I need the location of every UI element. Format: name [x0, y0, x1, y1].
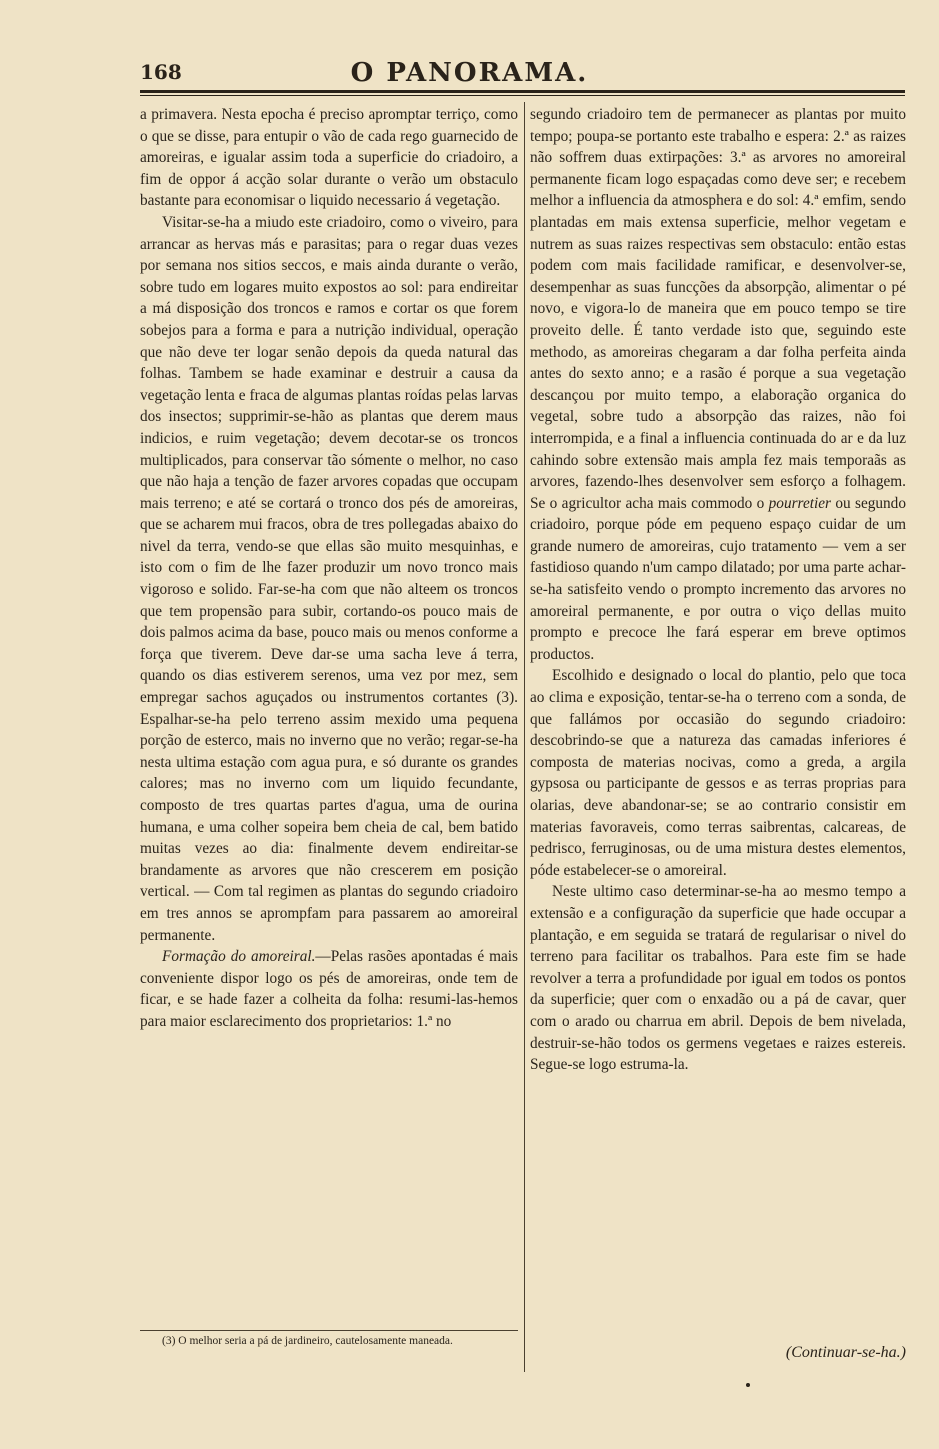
right-paragraph-3: Neste ultimo caso determinar-se-ha ao mesmo tempo a extensão e a configuração da superficie que hade occupar a plantação, e em seguida se tratará de regularisar o nivel do terreno para facilitar os trabalhos. Para este fim se hade revolver a terra a profundidade por igual em todos os pontos da superficie; quer com o enxadão ou a pá de cavar, quer com o arado ou charrua em abril. Depois de bem nivelada, destruir-se-hão todos os germens vegetaes e raizes estereis. Segue-se logo estruma-la.: [530, 883, 906, 1074]
left-paragraph-2: Visitar-se-ha a miudo este criadoiro, como o viveiro, para arrancar as hervas más e parasitas; para o regar duas vezes por semana nos sitios seccos, e mais ainda durante o verão, sobre tudo em logares muito expostos ao sol: para endireitar a má disposição dos troncos e ramos e cortar os que forem sobejos para a forma e para a nutrição individual, operação que não deve ter logar senão depois da queda natural das folhas. Tambem se hade examinar e destruir a causa da vegetação lenta e fraca de algumas plantas roídas pelas larvas dos insectos; supprimir-se-hão as plantas que derem maus indicios, e ruim vegetação; devem decotar-se os troncos multiplicados, para conservar tão sómente o melhor, no caso que não haja a tenção de fazer arvores copadas que occupam mais terreno; e até se cortará o tronco dos pés de amoreiras, que se acharem mui fracos, obra de tres pollegadas abaixo do nivel da terra, vendo-se que ellas são muito mesquinhas, e isto com o fim de lhe fazer produzir um novo tronco mais vigoroso e solido. Far-se-ha com que não alteem os troncos que tem propensão para subir, cortando-os pouco mais de dois palmos acima da base, pouco mais ou menos conforme a força que tiverem. Deve dar-se uma sacha leve á terra, quando os dias estiverem serenos, uma vez por mez, sem empregar sachos aguçados ou instrumentos cortantes (3). Espalhar-se-ha pelo terreno assim mexido uma pequena porção de esterco, mais no inverno que no verão; regar-se-ha nesta ultima estação com agua pura, e só durante os grandes calores; mas no inverno com um liquido fecundante, composto de tres quartas partes d'agua, uma de ourina humana, e uma colher sopeira bem cheia de cal, bem batido muitas vezes ao dia: finalmente devem endireitar-se brandamente as arvores que não crescerem em posição vertical. — Com tal regimen as plantas do segundo criadoiro em tres annos se aprompfam para passarem ao amoreiral permanente.: [140, 213, 518, 944]
formation-text: —Pelas rasões apontadas é mais conveniente dispor logo os pés de amoreiras, onde tem de ficar, e se hade fazer a colheita da folha: resumi-las-hemos para maior esclarecimento dos proprietarios: 1.ª no: [140, 948, 518, 1030]
closing-note: (Continuar-se-ha.): [785, 1344, 906, 1361]
right-paragraph-1-end: ou segundo criadoiro, porque póde em pequeno espaço cuidar de um grande numero de amoreiras, cujo tratamento — vem a ser fastidioso quando n'um campo dilatado; por uma parte achar-se-ha satisfeito vendo o prompto incremento das arvores no amoreiral permanente, e por outra o viço dellas muito prompto e precoce lhe fará esperar em breve optimos productos.: [530, 494, 906, 663]
header-rule: [140, 90, 905, 96]
footnote-rule: [140, 1330, 518, 1331]
column-divider: [524, 102, 525, 1372]
left-paragraph-1: a primavera. Nesta epocha é preciso apromptar terriço, como o que se disse, para entupir o vão de cada rego guarnecido de amoreiras, e igualar assim toda a superficie do criadoiro, a fim de oppor á acção solar durante o verão um obstaculo bastante para economisar o liquido necessario á vegetação.: [140, 106, 518, 210]
page-number: 168: [140, 60, 182, 84]
right-paragraph-1-start: segundo criadoiro tem de permanecer as plantas por muito tempo; poupa-se portanto este trabalho e espera: 2.ª as raizes não soffrem duas extirpações: 3.ª as arvores no amoreiral permanente ficam logo espaçadas como deve ser; e recebem melhor a influencia da atmosphera e do sol: 4.ª emfim, sendo plantadas em mais extensa superficie, melhor vegetam e nutrem as suas raizes respectivas sem obstaculo: então estas podem com mais facilidade ramificar, e desenvolver-se, desempenhar as suas funcções da absorpção, alimentar o pé novo, e vigora-lo de maneira que em pouco tempo se tire proveito delle. É tanto verdade isto que, seguindo este methodo, as amoreiras chegaram a dar folha perfeita ainda antes do sexto anno; e a rasão é porque a sua vegetação descançou por muito tempo, a elaboração organica do vegetal, sobre tudo a absorpção das raizes, não foi interrompida, e a final a influencia continuada do ar e da luz cahindo sobre extensão mais ampla fez mais temporaãs as arvores, fazendo-lhes desenvolver sem esforço a folhagem. Se o agricultor acha mais commodo o: [530, 106, 906, 512]
formation-heading: Formação do amoreiral.: [162, 948, 316, 966]
right-paragraph-2: Escolhido e designado o local do plantio, pelo que toca ao clima e exposição, tentar-se-ha o terreno com a sonda, de que fallámos por occasião do segundo criadoiro: descobrindo-se que a natureza das camadas inferiores é composta de materias nocivas, como a greda, a argila gypsosa ou participante de gessos e as terras proprias para olarias, deve abandonar-se; se ao contrario consistir em materias favoraveis, como terras saibrentas, calcareas, de pedrisco, ferruginosas, ou de uma mistura destes elementos, póde estabelecer-se o amoreiral.: [530, 667, 906, 879]
right-paragraph-1: [530, 104, 906, 665]
left-paragraph-3: [140, 946, 518, 1032]
right-column: [530, 104, 906, 1076]
ink-dot: [746, 1383, 750, 1387]
pourretier-term: pourretier: [768, 494, 831, 512]
footnote: (3) O melhor seria a pá de jardineiro, cautelosamente maneada.: [162, 1335, 453, 1347]
left-column: [140, 104, 518, 1033]
journal-title: O PANORAMA.: [350, 58, 589, 88]
